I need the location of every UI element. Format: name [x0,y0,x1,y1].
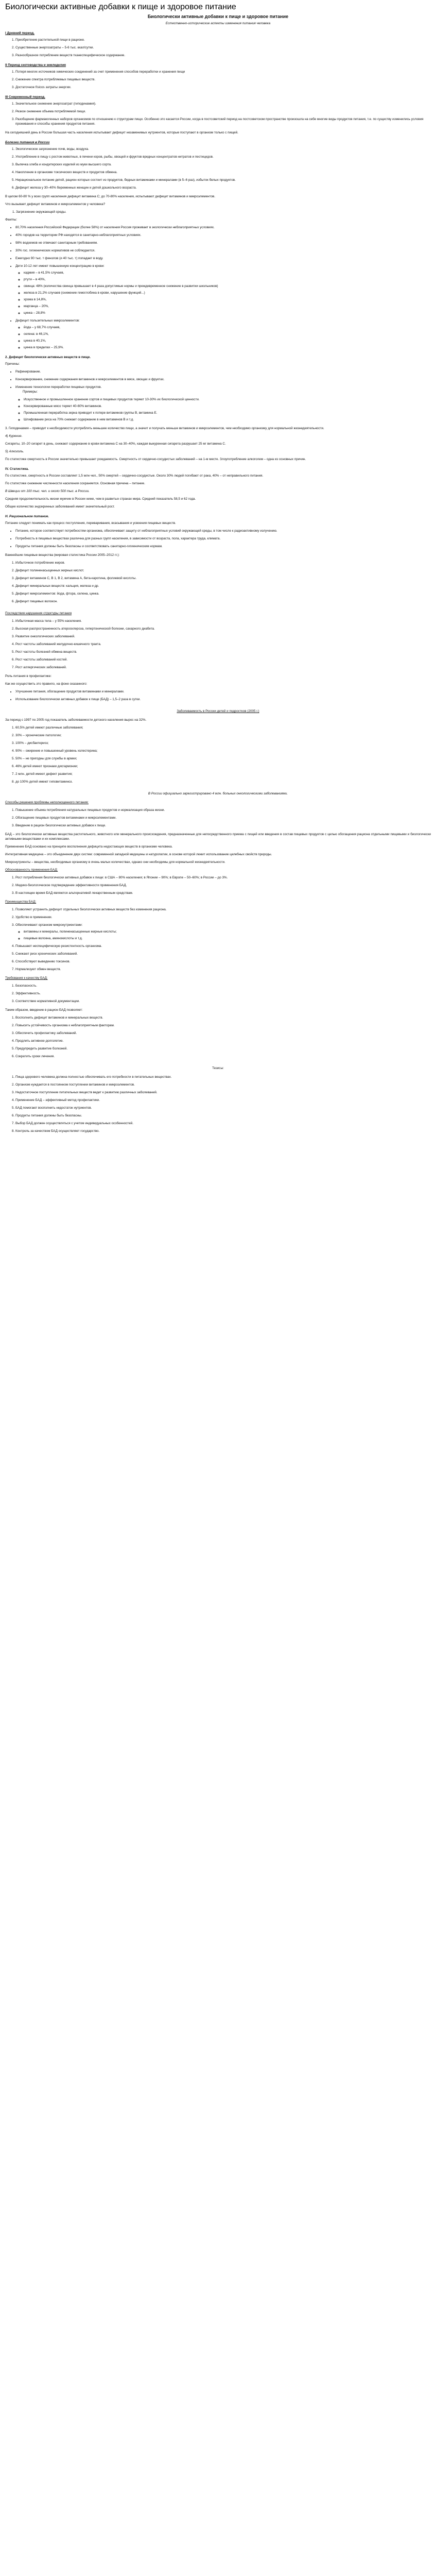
section-note: Естественно-исторические аспекты изменения питания человека [165,22,271,25]
list-item: 4. Дефицит минеральных веществ: кальция, железа и др. [15,584,431,588]
paragraph: Питание следует понимать как процесс поступления, переваривания, всасывания и усвоения пищевых веществ. [5,521,176,525]
list-item: 2. 30% – хронические патологии; [15,733,431,738]
measures-list [5,529,431,549]
list-item: 5. Нерациональное питание детей, рацион которых состоит из продуктов, бедных витаминами и минералами (в 5–6 раз), избыток белых продуктов. [15,178,431,182]
list-item: 8. Контроль за качеством БАД осуществляет государство. [15,1129,431,1133]
list-item: 2. Медико-биологическое подтверждение эффективности применения БАД. [15,883,431,888]
list-item: 2. Дефицит полиненасыщенных жирных кислот. [15,568,431,573]
list-item: 3. Достаточное físicos затраты энергии. [15,85,431,90]
list-item: • Ежегодно 90 тыс. т фенолов (и 40 тыс. т) попадает в воду. [15,256,431,261]
list-item [15,264,431,315]
paragraph-heading: 4) Курение. [5,434,23,438]
bads-req-list [5,984,431,1004]
list-item: 5. Предупредить развитие болезней. [15,1046,431,1051]
list-item: ◦ свинца: 48% (количества свинца превышает в 4 раза допустимые нормы и преждевременное снижение в развитии школьников) [24,284,431,289]
list-item: 6. Дефицит железа у 30–40% беременных женщин и детей дошкольного возраста. [15,185,431,190]
list-item: 1. 60,5% детей имеют различные заболевания; [15,725,431,730]
document-subtitle: Биологически активные добавки к пище и здоровое питание [147,14,289,19]
paragraph-heading: Факты: [5,218,18,222]
list-item: 6. Продукты питания должны быть безопасны. [15,1113,431,1118]
list-item: 1. Безопасность. [15,984,431,988]
theme-heading: Заболеваемость в России детей и подростков (2005 г.) [177,709,259,713]
list-item: • 40% городов на территории РФ находятся в санитарно-неблагоприятных условиях. [15,233,431,238]
nutrition-list [5,147,431,190]
list-item: 3. Введение в рацион биологически активных добавок к пище. [15,823,431,828]
paragraph: Общее количество эндокринных заболеваний имеет значительный рост. [5,505,115,509]
paragraph: По статистике, смертность в России составляет 1,5 млн чел., 50% смертей – сердечно-сосудистые. Около 30% людей погибают от рака, 40% – от неправильного питания. [5,474,264,478]
list-item: ◦ цинка в 40,1%, [24,338,431,343]
bads-list [5,875,431,895]
paragraph-heading: Таким образом, введение в рацион БАД позволяет: [5,1008,83,1012]
summary-list [5,1015,431,1059]
paragraph: Причины: [5,362,20,366]
examples-sublist [15,397,431,422]
list-item: 7. Выбор БАД должен осуществляться с учетом индивидуальных особенностей. [15,1121,431,1126]
periods-list [5,38,431,58]
theme-heading: Тезисы: [212,1066,224,1070]
paragraph-heading: Требования к качеству БАД: [5,976,48,980]
paragraph: По статистике смертность в России значительно превышает рождаемость. Смертность от сердечно-сосудистых заболеваний – на 1-м месте. Злоупотребление алкоголем – одна из основных причин. [5,457,306,461]
section-heading: IV. Статистика. [5,467,29,471]
list-item: 1. Значительное снижение энергозатрат (гиподинамия). [15,101,431,106]
section-heading: Н. Рациональное питание. [5,515,49,518]
list-item: 1. Экологическое загрязнение почв, воды, воздуха. [15,147,431,151]
list-item-text: Дети 10-12 лет имеют повышенную концентрацию в крови: [15,264,104,268]
paragraph: 1. Загрязнение окружающей среды. [12,210,66,214]
list-item: 7. Нормализуют обмен веществ. [15,967,431,972]
paragraph-heading: 5) Алкоголь. [5,450,24,453]
list-item: 4. Применение БАД – эффективный метод профилактики. [15,1098,431,1103]
paragraph: Сигареты, 10–20 сигарет в день, снижают содержание в крови витамина С на 30–40%, каждая выкуренная сигарета разрушает 25 мг витамина С. [5,442,226,446]
list-item: 7. Рост аллергических заболеваний. [15,665,431,670]
list-item: 4. Повышают неспецифическую резистентность организма. [15,944,431,948]
list-item: • Улучшение питания, обогащение продуктов витаминами и минералами. [15,689,431,694]
paragraph: БАД – это биологически активные вещества растительного, животного или минерального происхождения, предназначенные для непосредственного приема с пищей или введения в состав пищевых продуктов с целью обогащения рациона отдельными пищевыми и биологически активными веществами и их комплексами. [5,833,431,841]
list-item: 3. Развитие онкологических заболеваний. [15,634,431,639]
list-item: ◦ селена: в 46,1%, [24,332,431,336]
list-item: ◦ витамины и минералы, полиненасыщенные жирные кислоты; [24,929,431,934]
list-item: 6. 46% детей имеют признаки дисгармонии; [15,764,431,769]
list-item: 2. Удобство в применении. [15,915,431,920]
paragraph: Средняя продолжительность жизни мужчин в России ниже, чем в развитых странах мира. Средний показатель 58,5 и 62 года. [5,497,196,501]
list-item: 3. Разобщение фармакогенных наборов организмов по отношению к структурам пищи. Особенно это касается России, когда в постсоветский период на постсоветском пространстве произошла на себе многие виды продуктов питания, т.е. по существу изменились условия проживания и способы хранения продуктов питания. [15,117,431,126]
list-item: ◦ Искусственное и промышленное хранение сортов и пищевых продуктов теряют 10-30% их биологической ценности. [24,397,431,402]
list-item: 3. Выпечка хлеба и кондитерских изделий из муки высшего сорта. [15,162,431,167]
list-item: 3. В настоящее время БАД являются альтернативой лекарственным средствам. [15,891,431,895]
section-heading: II Период скотоводства и земледелия [5,63,66,67]
list-item: 4. 90% – ожирение и повышенный уровень холестерина; [15,749,431,753]
paragraph: Что вызывает дефицит витаминов и микроэлементов у человека? [5,202,106,206]
list-item: ◦ кадмия – в 41,5% случаев, [24,270,431,275]
paragraph: 3. Гиподинамия – приводит к необходимости употреблять меньшее количество пищи, а значит и получать меньше витаминов и микроэлементов, чем необходимо организму для нормальной жизнедеятельности. [5,427,324,430]
document-title: Биологически активные добавки к пище и здоровое питание [5,3,236,11]
list-item: 3. Дефицит витаминов С, В 1, В 2, витамина А, бета-каротина, фолиевой кислоты. [15,576,431,581]
list-item: 1. Приобретение растительной пищи в рационе. [15,38,431,42]
facts-list [5,225,431,350]
list-item [15,318,431,350]
list-item: 1. Потеря многих источников химических соединений за счет применения способов переработки и хранения пищи [15,70,431,74]
paragraph: В целом 60-80 % у всех групп населения дефицит витамина С; до 70-80% населения, испытывают дефицит витаминов и микроэлементов. [5,195,215,198]
list-item: 1. Избыточная масса тела – у 55% населения. [15,619,431,623]
paragraph-heading: Роль питания в профилактике: [5,674,52,678]
paragraph: На сегодняшний день в России большая часть населения испытывает дефицит незаменимых нутриентов, которые поступают в организм только с пищей. [5,131,238,134]
list-item: 2. Повысить устойчивость организма к неблагоприятным факторам. [15,1023,431,1028]
paragraph-heading: Способы решения проблемы неполноценного питания: [5,801,89,804]
list-item: ◦ марганца – 20%, [24,304,431,309]
list-item: 3. 100% – дисбактериоз; [15,741,431,745]
needs-list [5,561,431,604]
list-item: 5. 50% – не пригодны для службы в армии; [15,756,431,761]
list-item: ◦ йода – у 68,7% случаев, [24,325,431,330]
list-item: 1. Позволяют устранить дефицит отдельных биологически активных веществ без изменения рациона. [15,907,431,912]
paragraph-heading: Примеры: [23,390,38,394]
list-item: 1. Повышение объема потребления натуральных пищевых продуктов и нормализация образа жизни. [15,808,431,812]
list-item: • Потребность в пищевых веществах различна для разных групп населения, в зависимости от возраста, пола, характера труда, климата. [15,536,431,541]
list-item: 2. Резкое снижение объема потребляемой пищи. [15,109,431,114]
list-item: ◦ Промышленная переработка зерна приводит к потере витаминов группы В, витамина Е. [24,411,431,415]
list-item: • 98% водоемов не отвечают санитарным требованиям. [15,241,431,245]
list-item: ◦ Шлифование риса на 70% снижает содержание в нем витаминов В и т.д. [24,417,431,422]
list-item: 1. Пища здорового человека должна полностью обеспечивать его потребности в питательных веществах. [15,1075,431,1079]
list-item: 4. Накопление в организме токсических веществ и продуктов обмена. [15,170,431,175]
list-item: ◦ Консервированные мясо теряет 40-60% витаминов. [24,404,431,409]
theme-heading: В России официально зарегистрировано 4 млн. больных онкологическими заболеваниями. [148,792,288,795]
list-item: 3. Разнообразное потребление веществ тканеспецифическое содержание. [15,53,431,58]
prof-list [5,808,431,828]
list-item: 8. до 100% детей имеют гиповитаминоз. [15,779,431,784]
list-item: 2. Существенные энергозатраты – 5-6 тыс. ккал/сутки. [15,45,431,50]
bad-list [5,725,431,784]
list-item: 1. Избыточное потребление жиров. [15,561,431,565]
list-item: 7. 2 млн. детей имеют дефект развития; [15,772,431,776]
list-item: 5. Рост частоты болезней обмена веществ. [15,650,431,654]
list-item: 2. Снижение спектра потребляемых пищевых веществ. [15,77,431,82]
list-item: 6. Рост частоты заболеваний костей. [15,657,431,662]
bads-adv-sublist [15,929,431,941]
list-item: • Консервирование, снижение содержания витаминов и микроэлементов в мясе, овощах и фруктах. [15,377,431,382]
paragraph: Применение БАД основано на принципе восполнения дефицита недостающих веществ в организме человека. [5,845,173,849]
struct-list [5,619,431,670]
list-item: 2. Высокая распространенность атеросклероза, гипертонической болезни, сахарного диабета. [15,626,431,631]
list-item: • 80,70% населения Российской Федерации (более 58%) от населения Россия проживает в экологически неблагоприятных условиях. [15,225,431,230]
list-item-text: Дефицит пользительных микроэлементов: [15,319,80,323]
section-heading: I Древний период. [5,31,35,35]
list-item: 5. Снижают риск хронических заболеваний. [15,952,431,956]
list-item: 6. Дефицит пищевых волокон. [15,599,431,604]
paragraph: Важнейшие пищевые вещества (мировая статистика России 2005–2012 гг.): [5,553,120,557]
list-item: 3. Соответствие нормативной документации. [15,999,431,1004]
list-item: ◦ хрома в 14,8%, [24,297,431,302]
role-list [5,689,431,702]
reasons-list [5,369,431,422]
list-item: ◦ цинка в пределах – 25,9%. [24,345,431,350]
list-item: 6. Сократить сроки лечения. [15,1054,431,1059]
list-item: 4. Рост частоты заболеваний желудочно-кишечного тракта. [15,642,431,647]
list-item: • Продукты питания должны быть безопасны и соответствовать санитарно-гигиеническим нормам. [15,544,431,549]
list-item: ◦ железа в 21,2% случаев (снижение гемоглобина в крови, нарушение функций...) [24,291,431,295]
list-item: 2. Организм нуждается в постоянном поступлении витаминов и микроэлементов. [15,1082,431,1087]
deficit-sublist [15,325,431,350]
list-item: 2. Обогащение пищевых продуктов витаминами и микроэлементами. [15,816,431,820]
list-item-text: Изменение технологии переработки пищевых продуктов. [15,385,102,389]
list-item: 6. Способствуют выведению токсинов. [15,959,431,964]
list-item [15,385,431,422]
paragraph-heading: Преимущества БАД: [5,900,37,904]
list-item: 3. Недостаточное поступление питательных веществ ведет к развитию различных заболеваний. [15,1090,431,1095]
list-item: 2. Употребление в пищу с ростом животных, в печени коров, рыбы, овощей и фруктов вредных концентратов нитратов и пестицидов. [15,155,431,159]
section-heading: Болезни питания в России [5,141,50,144]
list-item: ◦ цинка – 28,8% [24,311,431,315]
paragraph: По статистике снижение численности населения сохраняется. Основная причина – питание. [5,482,145,485]
paragraph: В Швеции от 100 тыс. чел. и около 500 тыс. в России. [5,489,90,493]
paragraph: За период с 1997 по 2005 год показатель заболеваемости детского населения вырос на 32%. [5,718,147,722]
hunter-list [5,70,431,90]
list-item: • 30% гос. гигиенических нормативов не соблюдается. [15,248,431,253]
paragraph-heading: Последствия нарушения структуры питания [5,612,72,615]
list-item: ◦ пищевые волокна, аминокислоты и т.д. [24,936,431,941]
paragraph: Как же осуществить это правило, на фоне сказанного: [5,682,88,686]
section-heading: 2. Дефицит биологически активных веществ в пище. [5,355,91,359]
list-item: 1. Рост потребления биологически активных добавок к пище: в США – 80% населения; в Японии – 90%; в Европе – 50–60%; в России – до 3%. [15,875,431,880]
paragraph: Интегративная медицина – это объединение двух систем: современной западной медицины и натуропатии, в основе которой лежит использование целебных свойств природы. [5,853,272,856]
facts-sublist [15,270,431,315]
modern-list [5,101,431,126]
list-item: 5. БАД помогают восполнить недостаток нутриентов. [15,1106,431,1110]
list-item-text: Обеспечивают организм микронутриентами: [15,923,83,927]
list-item: 2. Эффективность. [15,991,431,996]
theses-list [5,1075,431,1133]
list-item: 1. Восполнить дефицит витаминов и минеральных веществ. [15,1015,431,1020]
list-item [15,923,431,941]
section-heading: III Современный период. [5,95,45,99]
document-page [0,0,436,1143]
paragraph: Микронутриенты – вещества, необходимые организму в очень малых количествах, однако они необходимы для нормальной жизнедеятельности. [5,860,225,864]
list-item: 5. Дефицит микроэлементов: йода, фтора, селена, цинка. [15,591,431,596]
list-item: • Использование биологически активных добавок к пище (БАД) – 1,5–2 раза в сутки. [15,697,431,702]
list-item: ◦ ртути – в 40%, [24,277,431,282]
list-item: 4. Продлить активное долголетие. [15,1039,431,1043]
list-item: • Рафинирование. [15,369,431,374]
list-item: • Питание, которое соответствует потребностям организма, обеспечивает защиту от неблагоприятных условий окружающей среды, в том числе к радиоактивному излучению. [15,529,431,533]
paragraph-heading: Обоснованность применения БАД: [5,868,58,872]
bads-adv-list [5,907,431,972]
list-item: 3. Обеспечить профилактику заболеваний. [15,1031,431,1036]
